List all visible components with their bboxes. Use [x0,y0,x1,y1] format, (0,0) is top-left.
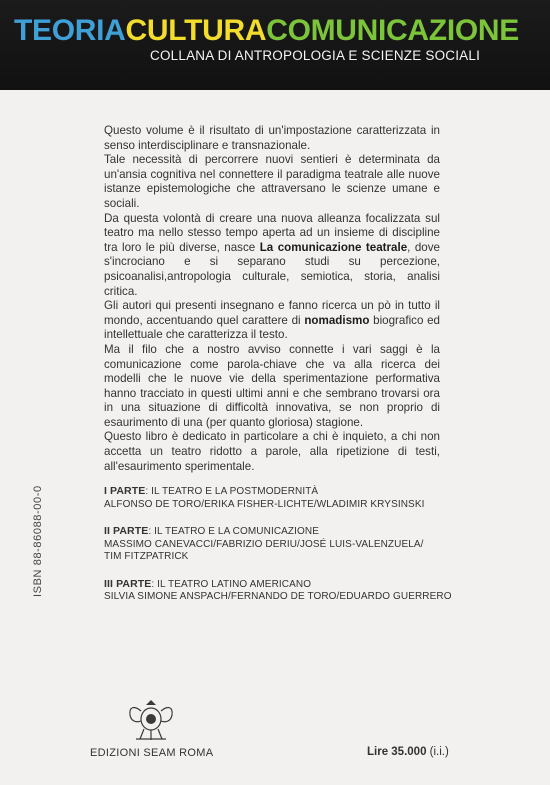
part-3-authors: SILVIA SIMONE ANSPACH/FERNANDO DE TORO/EDUARDO GUERRERO [104,591,452,602]
book-title-emphasis: La comunicazione teatrale [259,240,408,254]
blurb-paragraph-3-b: , dove s'incrociano e si separano studi su percezione, psicoanalisi,antropologia culturale, semiotica, storia, analisi critica. [104,240,441,298]
price-note: (i.i.) [426,746,449,758]
part-1 [104,485,464,511]
series-subtitle: COLLANA DI ANTROPOLOGIA E SCIENZE SOCIALI [150,48,481,63]
blurb-paragraph-4 [104,299,440,343]
blurb-paragraph-5: Ma il filo che a nostro avviso connette i vari saggi è la comunicazione come parola-chiave che va alla ricerca dei modelli che le nuove vie della sperimentazione performativa hanno tracciato in questi ultimi anni e che sembrano trovarsi ora in una situazione di difficoltà innovativa, se non proprio di esaurimento di una (per quanto gloriosa) stagione. [104,342,440,429]
isbn-code: ISBN 88-86088-00-0 [32,485,44,597]
blurb-paragraph-4-a: Gli autori qui presenti insegnano e fanno ricerca un pò in tutto il mondo, accentuando quel carattere di [104,299,440,327]
series-title [14,14,519,48]
nomadismo-emphasis: nomadismo [304,313,370,327]
publisher-name: EDIZIONI SEAM ROMA [90,747,214,759]
series-title-cultura: CULTURA [125,14,267,47]
part-3-heading [104,578,464,592]
table-of-contents [104,485,464,618]
part-2-heading [104,525,464,539]
header-band [0,0,550,90]
part-3 [104,578,464,604]
blurb [104,124,440,474]
part-2-title: : IL TEATRO E LA COMUNICAZIONE [148,526,319,537]
blurb-paragraph-3-a: Da questa volontà di creare una nuova alleanza focalizzata sul teatro ma nello stesso tempo aperta ad un insieme di discipline tra loro le più diverse, nasce [104,211,440,254]
part-1-title: : IL TEATRO E LA POSTMODERNITÀ [145,486,319,497]
blurb-paragraph-1: Questo volume è il risultato di un'impostazione caratterizzata in senso interdisciplinare e transnazionale. [104,124,440,152]
blurb-paragraph-6: Questo libro è dedicato in particolare a chi è inquieto, a chi non accetta un teatro ridotto a parole, alla ripetizione di testi, all'esaurimento sperimentale. [104,430,440,473]
price [367,746,449,758]
part-2 [104,525,464,564]
part-1-heading [104,485,464,499]
series-title-teoria: TEORIA [14,14,126,47]
part-2-authors-line-1: MASSIMO CANEVACCI/FABRIZIO DERIU/JOSÉ LUIS-VALENZUELA/ [104,538,424,550]
part-3-label: III PARTE [104,577,152,590]
part-1-label: I PARTE [104,485,146,497]
blurb-paragraph-2: Tale necessità di percorrere nuovi sentieri è determinata da un'ansia cognitiva nel connettere il paradigma teatrale alle nuove istanze epistemologiche che attraversano le scienze umane e sociali. [104,153,440,210]
part-2-label: II PARTE [104,525,149,537]
part-1-authors: ALFONSO DE TORO/ERIKA FISHER-LICHTE/WLADIMIR KRYSINSKI [104,498,425,510]
price-amount: Lire 35.000 [367,746,427,758]
part-3-title: : IL TEATRO LATINO AMERICANO [151,578,312,590]
part-2-authors-line-2: TIM FITZPATRICK [104,551,189,562]
publisher-emblem-icon [126,697,176,743]
blurb-paragraph-3 [104,212,440,300]
series-title-comunicazione: COMUNICAZIONE [266,14,519,47]
blurb-paragraph-4-b: biografico ed intellettuale che caratterizza il testo. [104,313,441,342]
